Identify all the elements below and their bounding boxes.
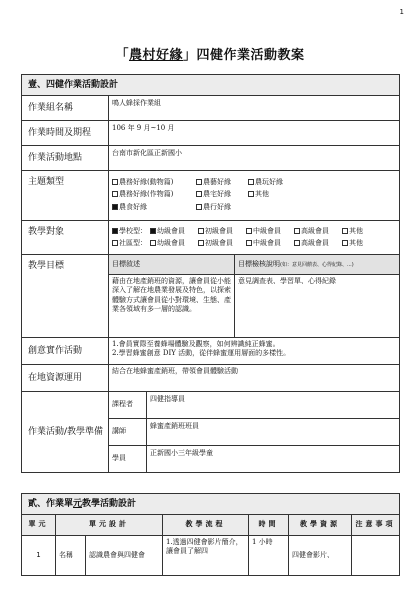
activity-design-table: [21, 74, 400, 473]
theme-rows: [112, 178, 396, 212]
community-option-checkbox[interactable]: [294, 240, 300, 246]
theme-option-checkbox[interactable]: [112, 191, 118, 197]
title-suffix: 」四健作業活動教案: [183, 48, 305, 63]
community-option-checkbox[interactable]: [198, 240, 204, 246]
theme-option-checkbox[interactable]: [248, 179, 254, 185]
theme-option-checkbox[interactable]: [112, 179, 118, 185]
creative-activity-value: [109, 338, 400, 365]
section2-heading-underlined: 元: [73, 498, 83, 509]
theme-row: [112, 178, 396, 187]
period-label: 作業時間及期程: [22, 121, 109, 146]
location-value: 台南市新化區正新國小: [109, 146, 400, 171]
prep-role-value: 四健指導員: [147, 392, 400, 419]
theme-option-text: 其他: [255, 190, 269, 199]
col-notes: 注意事項: [352, 515, 400, 536]
location-label: 作業活動地點: [22, 146, 109, 171]
local-resources-value: 結合在地蜂蜜產銷班，帶領會員體驗活動: [109, 365, 400, 392]
community-option-checkbox[interactable]: [342, 240, 348, 246]
creative-activity-label: 創意實作活動: [22, 338, 109, 365]
school-option-text: 初級會員: [205, 226, 233, 235]
school-options: [150, 227, 369, 235]
theme-option-checkbox[interactable]: [196, 179, 202, 185]
row1-flow: 1.透過四健會影片簡介，讓會員了解四: [163, 536, 249, 576]
community-option-checkbox[interactable]: [246, 240, 252, 246]
audience-options: [109, 221, 400, 255]
section2-heading: [22, 494, 400, 515]
school-option-text: 其他: [349, 226, 363, 235]
community-option[interactable]: [198, 239, 246, 248]
school-option-checkbox[interactable]: [342, 228, 348, 234]
section2-heading-suffix: 教學活動設計: [82, 498, 137, 509]
community-option-text: 高級會員: [301, 239, 329, 247]
theme-option-checkbox[interactable]: [248, 191, 254, 197]
theme-option-checkbox[interactable]: [112, 204, 118, 210]
theme-option-checkbox[interactable]: [196, 204, 202, 210]
row1-resource: 四健會影片、: [289, 536, 352, 576]
school-option[interactable]: [246, 227, 294, 236]
prep-student-value: 正新國小三年級學童: [147, 446, 400, 473]
theme-option-text: 農玩好緣: [255, 177, 283, 186]
theme-option-text: 農食好緣: [119, 202, 147, 211]
theme-option-checkbox[interactable]: [196, 191, 202, 197]
community-type-checkbox[interactable]: [112, 240, 118, 246]
theme-option[interactable]: [112, 178, 196, 187]
school-option-text: 幼級會員: [157, 226, 185, 235]
objective-check-note: (如：意見回饋表、心得紀錄、...): [280, 261, 354, 268]
school-option[interactable]: [198, 227, 246, 236]
objective-check-header-label: 目標檢核說明: [238, 259, 280, 268]
row1-name-value: 認識農會與四健會: [86, 536, 163, 576]
group-name-label: 作業組名稱: [22, 96, 109, 121]
period-value: 106 年 9 月~10 月: [109, 121, 400, 146]
objective-description-header: 目標敘述: [109, 255, 235, 275]
title-underlined: 農村好緣: [128, 48, 183, 63]
group-name-value: 鳴人蜂採作業組: [109, 96, 400, 121]
community-option[interactable]: [246, 239, 294, 248]
prep-lecturer-label: 講師: [109, 419, 147, 446]
theme-option-text: 農藝好緣: [203, 177, 231, 186]
prep-lecturer-value: 蜂蜜產銷班班員: [147, 419, 400, 446]
objective-description-text: 藉由在地產銷班的資源，讓會員從小能深入了解在地農業發展及特色，以探索體驗方式讓會員從小對環境、生態、產業各領域有多一層的認識。: [109, 275, 235, 338]
community-option[interactable]: [342, 239, 363, 248]
unit-teaching-table: [21, 493, 400, 576]
theme-option[interactable]: [196, 190, 248, 199]
community-option-text: 中級會員: [253, 239, 281, 247]
col-unit-design: 單元設計: [56, 515, 163, 536]
audience-label: 教學對象: [22, 221, 109, 255]
school-type-label: 學校型：: [119, 226, 147, 235]
theme-type-label: 主題類型: [22, 171, 109, 221]
col-resources: 教學資源: [289, 515, 352, 536]
community-option-text: 其他: [349, 239, 363, 247]
school-option-checkbox[interactable]: [294, 228, 300, 234]
school-option-checkbox[interactable]: [198, 228, 204, 234]
preparation-label: 作業活動/教學準備: [22, 392, 109, 473]
row1-unit: 1: [22, 536, 56, 576]
local-resources-label: 在地資源運用: [22, 365, 109, 392]
objectives-label: 教學目標: [22, 255, 109, 338]
col-time: 時間: [249, 515, 289, 536]
theme-option[interactable]: [196, 203, 248, 212]
school-option-text: 高級會員: [301, 226, 329, 235]
theme-option-text: 農宅好緣: [203, 190, 231, 199]
prep-role-label: 課程者: [109, 392, 147, 419]
school-option-checkbox[interactable]: [246, 228, 252, 234]
theme-option[interactable]: [248, 178, 308, 187]
community-options: [150, 239, 369, 247]
creative-line-1: 1.會員實際至養蜂場體驗及觀察，如何辨識純正蜂蜜。: [112, 340, 280, 348]
objective-check-text: 意見調查表、學習單、心得紀錄: [235, 275, 400, 338]
school-option[interactable]: [150, 227, 198, 236]
theme-option[interactable]: [112, 203, 196, 212]
theme-row: [112, 203, 396, 212]
page-title: [0, 44, 420, 63]
row1-name-label: 名稱: [56, 536, 86, 576]
title-prefix: 「: [115, 48, 129, 63]
community-option-text: 初級會員: [205, 239, 233, 247]
prep-student-label: 學員: [109, 446, 147, 473]
col-unit: 單元: [22, 515, 56, 536]
school-option[interactable]: [342, 227, 363, 236]
theme-option[interactable]: [248, 190, 308, 199]
theme-option-text: 農行好緣: [203, 202, 231, 211]
section2-heading-prefix: 貳、作業單: [28, 498, 74, 509]
community-option-checkbox[interactable]: [150, 240, 156, 246]
theme-option-text: 農務好緣(動物篇): [119, 177, 174, 186]
theme-option[interactable]: [112, 190, 196, 199]
theme-row: [112, 190, 396, 199]
theme-type-options: [109, 171, 400, 221]
community-option[interactable]: [150, 239, 198, 248]
community-type-row: [112, 239, 396, 248]
row1-note: [352, 536, 400, 576]
school-option[interactable]: [294, 227, 342, 236]
objective-check-header: [235, 255, 400, 275]
school-type-row: [112, 227, 396, 236]
page-number: 1: [399, 8, 404, 16]
theme-option-text: 農務好緣(作物篇): [119, 190, 174, 199]
theme-option[interactable]: [196, 178, 248, 187]
community-option[interactable]: [294, 239, 342, 248]
school-option-checkbox[interactable]: [150, 228, 156, 234]
row1-time: 1 小時: [249, 536, 289, 576]
school-type-checkbox[interactable]: [112, 228, 118, 234]
col-flow: 教學流程: [163, 515, 249, 536]
community-type-label: 社區型：: [119, 239, 147, 247]
community-option-text: 幼級會員: [157, 239, 185, 247]
section1-heading: 壹、四健作業活動設計: [22, 75, 400, 96]
school-option-text: 中級會員: [253, 226, 281, 235]
creative-line-2: 2.學習蜂蜜創意 DIY 活動，從伴蜂蜜運用層面的多樣性。: [112, 349, 291, 358]
